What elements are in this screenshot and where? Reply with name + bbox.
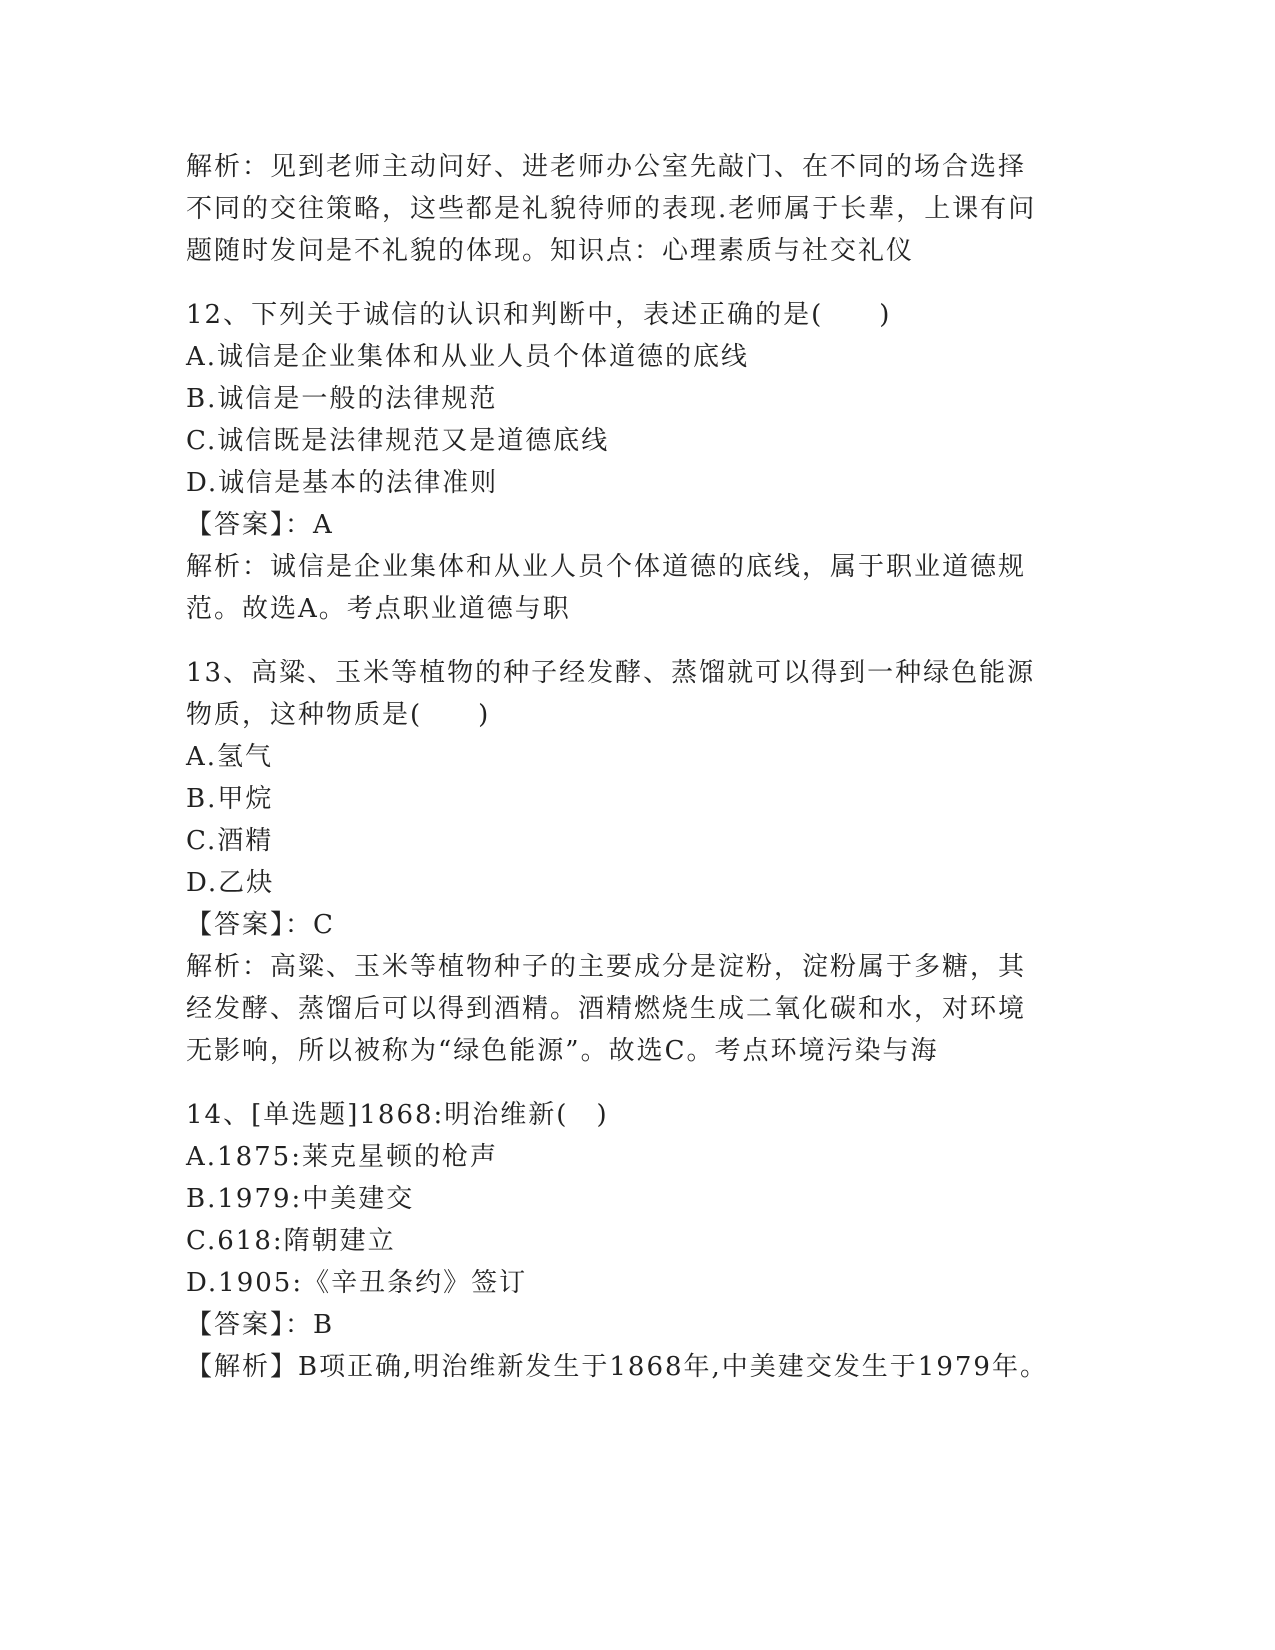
option-b: B.甲烷 bbox=[186, 784, 274, 814]
question-14 bbox=[186, 1094, 1086, 1388]
explanation-line: 解析：诚信是企业集体和从业人员个体道德的底线，属于职业道德规 bbox=[186, 552, 1027, 582]
explanation-line: 题随时发问是不礼貌的体现。知识点：心理素质与社交礼仪 bbox=[186, 236, 915, 266]
question-13 bbox=[186, 652, 1086, 1072]
prev-explanation bbox=[186, 146, 1086, 272]
option-b: B.1979:中美建交 bbox=[186, 1184, 415, 1214]
question-stem: 13、高粱、玉米等植物的种子经发酵、蒸馏就可以得到一种绿色能源 bbox=[186, 658, 1036, 688]
option-a: A.诚信是企业集体和从业人员个体道德的底线 bbox=[186, 342, 750, 372]
explanation-line: 不同的交往策略，这些都是礼貌待师的表现.老师属于长辈，上课有问 bbox=[186, 194, 1037, 224]
explanation-line: 解析：高粱、玉米等植物种子的主要成分是淀粉，淀粉属于多糖，其 bbox=[186, 952, 1027, 982]
option-c: C.618:隋朝建立 bbox=[186, 1226, 396, 1256]
option-d: D.1905:《辛丑条约》签订 bbox=[186, 1268, 528, 1298]
explanation-line: 【解析】B项正确,明治维新发生于1868年,中美建交发生于1979年。 bbox=[186, 1352, 1048, 1382]
question-stem: 12、下列关于诚信的认识和判断中，表述正确的是( ) bbox=[186, 300, 892, 330]
option-d: D.诚信是基本的法律准则 bbox=[186, 468, 499, 498]
option-a: A.氢气 bbox=[186, 742, 274, 772]
option-a: A.1875:莱克星顿的枪声 bbox=[186, 1142, 498, 1172]
answer-line: 【答案】：A bbox=[186, 510, 334, 540]
option-c: C.诚信既是法律规范又是道德底线 bbox=[186, 426, 610, 456]
answer-line: 【答案】：B bbox=[186, 1310, 335, 1340]
option-c: C.酒精 bbox=[186, 826, 274, 856]
question-stem: 14、[单选题]1868:明治维新( ) bbox=[186, 1100, 609, 1130]
explanation-line: 范。故选A。考点职业道德与职 bbox=[186, 594, 571, 624]
explanation-line: 解析：见到老师主动问好、进老师办公室先敲门、在不同的场合选择 bbox=[186, 152, 1027, 182]
question-stem: 物质，这种物质是( ) bbox=[186, 700, 491, 730]
explanation-line: 无影响，所以被称为“绿色能源”。故选C。考点环境污染与海 bbox=[186, 1036, 939, 1066]
explanation-line: 经发酵、蒸馏后可以得到酒精。酒精燃烧生成二氧化碳和水，对环境 bbox=[186, 994, 1027, 1024]
answer-line: 【答案】：C bbox=[186, 910, 335, 940]
question-12 bbox=[186, 294, 1086, 630]
document-page bbox=[186, 146, 1086, 1388]
option-d: D.乙炔 bbox=[186, 868, 275, 898]
option-b: B.诚信是一般的法律规范 bbox=[186, 384, 498, 414]
